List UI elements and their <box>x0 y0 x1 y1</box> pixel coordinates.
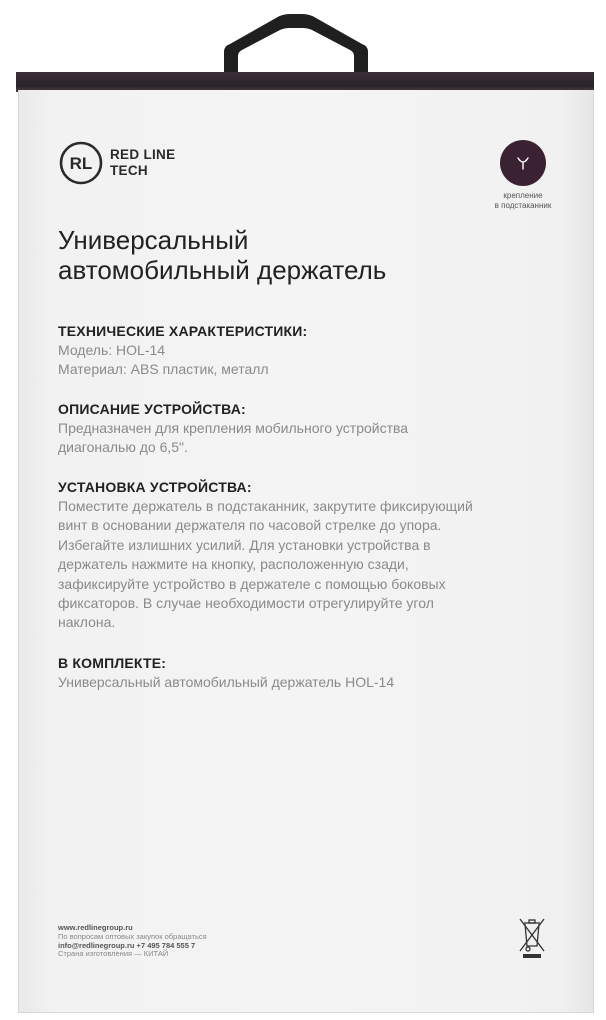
website-link: www.redlinegroup.ru <box>58 923 133 932</box>
installation-line: Поместите держатель в подстаканник, закрутите фиксирующий <box>58 498 473 514</box>
wholesale-note: По вопросам оптовых закупок обращаться <box>58 931 207 941</box>
specs-heading: ТЕХНИЧЕСКИЕ ХАРАКТЕРИСТИКИ: <box>58 323 308 339</box>
specs-model: Модель: HOL-14 <box>58 342 166 358</box>
country-of-origin: Страна изготовления — КИТАЙ <box>58 949 169 959</box>
contact-info: info@redlinegroup.ru +7 495 784 555 7 <box>58 940 196 950</box>
brand-name-line1: RED LINE <box>110 147 176 162</box>
rl-logo-icon <box>58 140 104 186</box>
package-contents-section <box>58 654 548 692</box>
brand-logo <box>58 140 175 186</box>
description-line: Предназначен для крепления мобильного устройства <box>58 420 409 436</box>
description-heading: ОПИСАНИЕ УСТРОЙСТВА: <box>58 401 246 417</box>
svg-text:RL: RL <box>69 154 93 173</box>
specs-material: Материал: ABS пластик, металл <box>58 361 269 378</box>
installation-line: фиксаторов. В случае необходимости отрегулируйте угол <box>58 595 434 612</box>
description-section <box>58 400 548 458</box>
installation-line: наклона. <box>58 614 116 631</box>
mount-caption-line2: в подстаканник <box>494 201 552 210</box>
mount-type-badge <box>500 140 546 186</box>
installation-section <box>58 478 548 633</box>
installation-line: винт в основании держателя по часовой стрелке до упора. <box>58 517 442 534</box>
cup-holder-mount-icon <box>514 154 532 172</box>
top-band <box>16 72 594 92</box>
weee-crossed-bin-icon <box>517 914 547 960</box>
installation-line: зафиксируйте устройство в держателе с помощью боковых <box>58 575 446 592</box>
brand-name <box>110 147 175 179</box>
installation-line: Избегайте излишних усилий. Для установки устройства в <box>58 536 431 553</box>
installation-heading: УСТАНОВКА УСТРОЙСТВА: <box>58 479 252 495</box>
package-contents-item: Универсальный автомобильный держатель HOL-14 <box>58 674 395 690</box>
description-line: диагональю до 6,5". <box>58 439 188 456</box>
product-title-line1: Универсальный <box>58 225 249 255</box>
mount-caption-line1: крепление <box>503 191 543 200</box>
package-contents-heading: В КОМПЛЕКТЕ: <box>58 655 167 671</box>
installation-line: держатель нажмите на кнопку, расположенную сзади, <box>58 556 409 573</box>
footer-contacts <box>58 924 207 959</box>
brand-name-line2: TECH <box>110 163 148 178</box>
specs-section <box>58 322 548 380</box>
mount-type-caption <box>470 191 576 211</box>
product-title <box>58 225 538 285</box>
product-title-line2: автомобильный держатель <box>58 255 387 285</box>
